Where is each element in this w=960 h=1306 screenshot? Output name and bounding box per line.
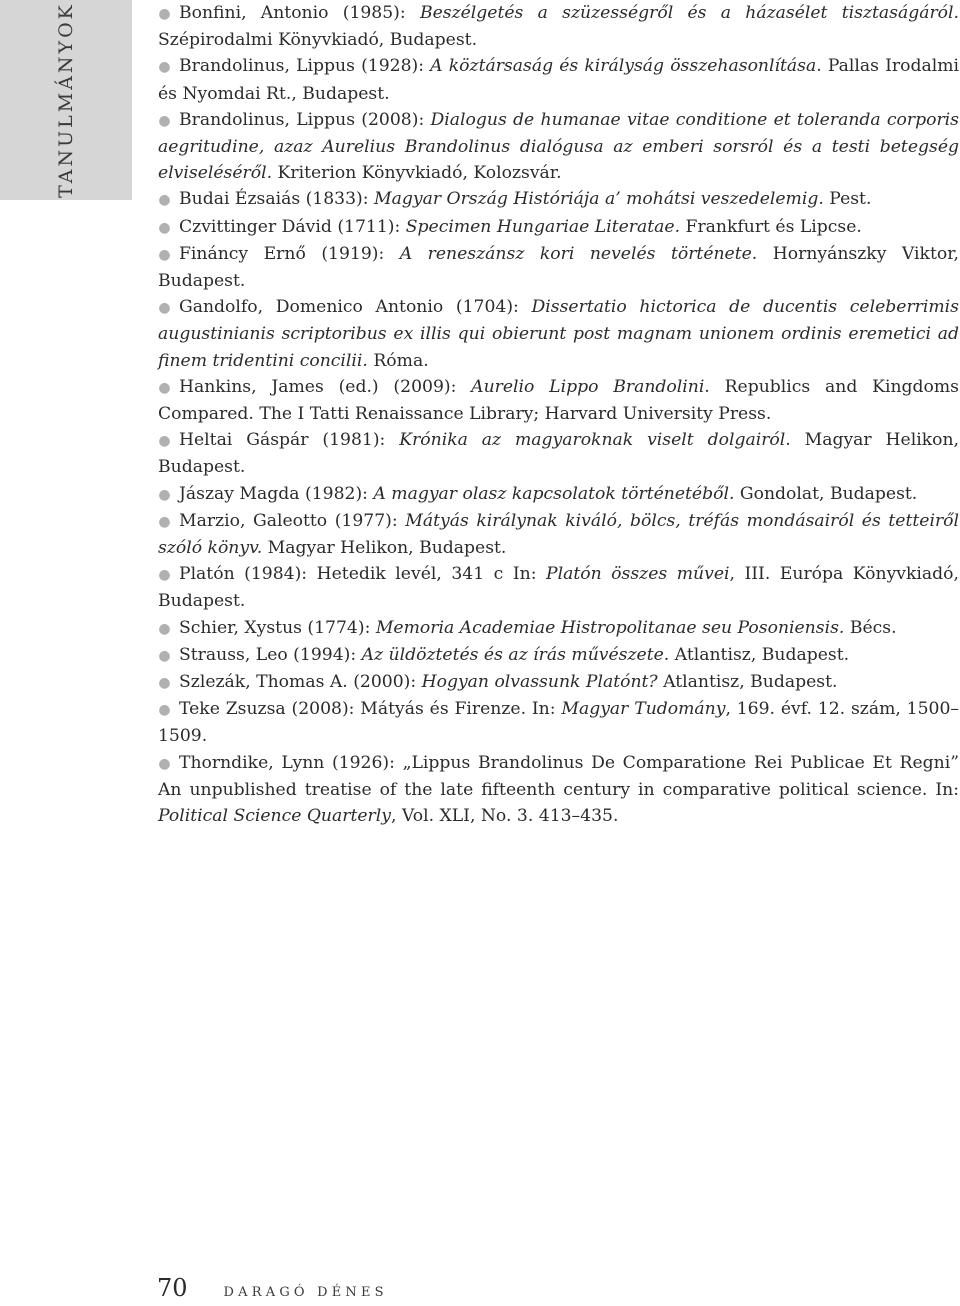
reference-publisher: Hornyánszky Viktor, Budapest. (158, 243, 959, 292)
reference-author: Gandolfo, Domenico Antonio (1704): (179, 297, 532, 318)
reference-publisher: , Vol. XLI, No. 3. 413–435. (390, 806, 619, 827)
reference-title: Krónika az magyaroknak viselt dolgairól. (399, 430, 791, 451)
reference-publisher: Bécs. (844, 617, 897, 638)
reference-title: A köztársaság és királyság összehasonlítása. (430, 56, 822, 77)
reference-author: Jászay Magda (1982): (179, 483, 374, 504)
reference-publisher: Gondolat, Budapest. (734, 483, 918, 504)
bullet-icon: ● (158, 486, 171, 503)
reference-item (158, 642, 959, 669)
bullet-icon: ● (158, 6, 171, 22)
reference-title: Political Science Quarterly (158, 806, 391, 827)
reference-publisher: Atlantisz, Budapest. (657, 672, 838, 693)
reference-title: A reneszánsz kori nevelés története. (399, 243, 758, 264)
bullet-icon: ● (158, 567, 171, 584)
reference-title: Aurelio Lippo Brandolini. (471, 376, 710, 397)
bullet-icon: ● (158, 192, 171, 209)
reference-publisher: Atlantisz, Budapest. (669, 644, 850, 665)
bullet-icon: ● (158, 379, 171, 396)
reference-publisher: Pest. (823, 189, 872, 210)
reference-publisher: Frankfurt és Lipcse. (680, 216, 862, 237)
running-author: DARAGÓ DÉNES (223, 1285, 388, 1300)
reference-author: Strauss, Leo (1994): (179, 644, 362, 665)
bullet-icon: ● (158, 219, 171, 236)
reference-list (158, 0, 959, 829)
reference-title: Memoria Academiae Histropolitanae seu Posoniensis. (375, 617, 845, 638)
bullet-icon: ● (158, 702, 171, 719)
reference-author: Brandolinus, Lippus (1928): (179, 56, 431, 77)
reference-author: Hankins, James (ed.) (2009): (179, 376, 472, 397)
reference-item (158, 427, 959, 480)
reference-author: Bonfini, Antonio (1985): (179, 3, 420, 23)
reference-publisher: Magyar Helikon, Budapest. (158, 430, 959, 478)
reference-item (158, 374, 959, 427)
page-number: 70 (157, 1274, 188, 1302)
reference-author: Platón (1984): Hetedik levél, 341 c In: (179, 564, 547, 585)
reference-author: Schier, Xystus (1774): (179, 617, 376, 638)
reference-author: Brandolinus, Lippus (2008): (179, 109, 431, 130)
reference-publisher: Szépirodalmi Könyvkiadó, Budapest. (158, 30, 478, 51)
bullet-icon: ● (158, 755, 171, 772)
reference-author: Teke Zsuzsa (2008): Mátyás és Firenze. In: (179, 699, 562, 720)
section-tab (0, 0, 132, 200)
reference-title: Az üldöztetés és az írás művészete. (361, 644, 670, 665)
reference-item (158, 615, 959, 642)
reference-item (158, 696, 959, 749)
reference-item (158, 0, 959, 53)
bullet-icon: ● (158, 620, 171, 637)
reference-item (158, 241, 959, 294)
reference-item (158, 214, 959, 241)
reference-publisher: , 169. évf. 12. szám, 1500–1509. (158, 699, 959, 747)
reference-title: Specimen Hungariae Literatae. (405, 216, 681, 237)
reference-author: Heltai Gáspár (1981): (179, 430, 400, 451)
bullet-icon: ● (158, 675, 171, 692)
reference-item (158, 481, 959, 508)
reference-title: Mátyás királynak kiváló, bölcs, tréfás mondásairól és tetteiről szóló könyv. (158, 510, 960, 559)
bullet-icon: ● (158, 433, 171, 450)
bullet-icon: ● (158, 246, 171, 263)
bullet-icon: ● (158, 647, 171, 664)
reference-title: Beszélgetés a szüzességről és a házasélet tisztaságáról. (419, 3, 959, 23)
reference-publisher: Kriterion Könyvkiadó, Kolozsvár. (272, 163, 562, 184)
reference-author: Thorndike, Lynn (1926): „Lippus Brandolinus De Comparatione Rei Publicae Et Regni” An unpublished treatise of the late fifteenth century in comparative political science. In: (158, 752, 959, 800)
reference-item (158, 186, 959, 213)
reference-title: Dialogus de humanae vitae conditione et toleranda corporis aegritudine, azaz Aurelius Brandolinus dialógusa az emberi sorsról és a testi betegség elviseléséről. (158, 109, 959, 184)
reference-publisher: Róma. (367, 350, 429, 371)
reference-publisher: Pallas Irodalmi és Nyomdai Rt., Budapest. (158, 56, 959, 104)
reference-title: Dissertatio hictorica de ducentis celeberrimis augustinianis scriptoribus ex illis qui obierunt post magnam unionem ordinis eremetici ad finem tridentini concilii. (158, 297, 959, 371)
reference-author: Czvittinger Dávid (1711): (179, 216, 406, 237)
reference-title: Platón összes művei (546, 564, 730, 585)
bullet-icon: ● (158, 59, 171, 76)
reference-item (158, 508, 959, 561)
reference-item (158, 669, 959, 696)
section-tab-label: TANULMÁNYOK (55, 2, 77, 198)
bullet-icon: ● (158, 513, 171, 530)
reference-title: Magyar Tudomány (561, 699, 726, 720)
reference-item (158, 750, 959, 830)
reference-item (158, 107, 959, 187)
reference-title: Hogyan olvassunk Platónt? (421, 672, 658, 693)
reference-title: A magyar olasz kapcsolatok történetéből. (373, 483, 735, 504)
bullet-icon: ● (158, 300, 171, 317)
reference-publisher: Republics and Kingdoms Compared. The I Tatti Renaissance Library; Harvard University Press. (158, 376, 959, 425)
reference-author: Marzio, Galeotto (1977): (179, 510, 406, 531)
reference-item (158, 53, 959, 106)
reference-item (158, 294, 959, 374)
reference-title: Magyar Ország Históriája a’ mohátsi veszedelemig. (374, 189, 824, 210)
reference-publisher: , III. Európa Könyvkiadó, Budapest. (158, 564, 959, 612)
reference-author: Budai Ézsaiás (1833): (179, 189, 375, 210)
reference-publisher: Magyar Helikon, Budapest. (262, 538, 507, 559)
reference-author: Szlezák, Thomas A. (2000): (179, 672, 422, 693)
reference-item (158, 561, 959, 614)
reference-author: Fináncy Ernő (1919): (179, 243, 400, 264)
bullet-icon: ● (158, 112, 171, 129)
